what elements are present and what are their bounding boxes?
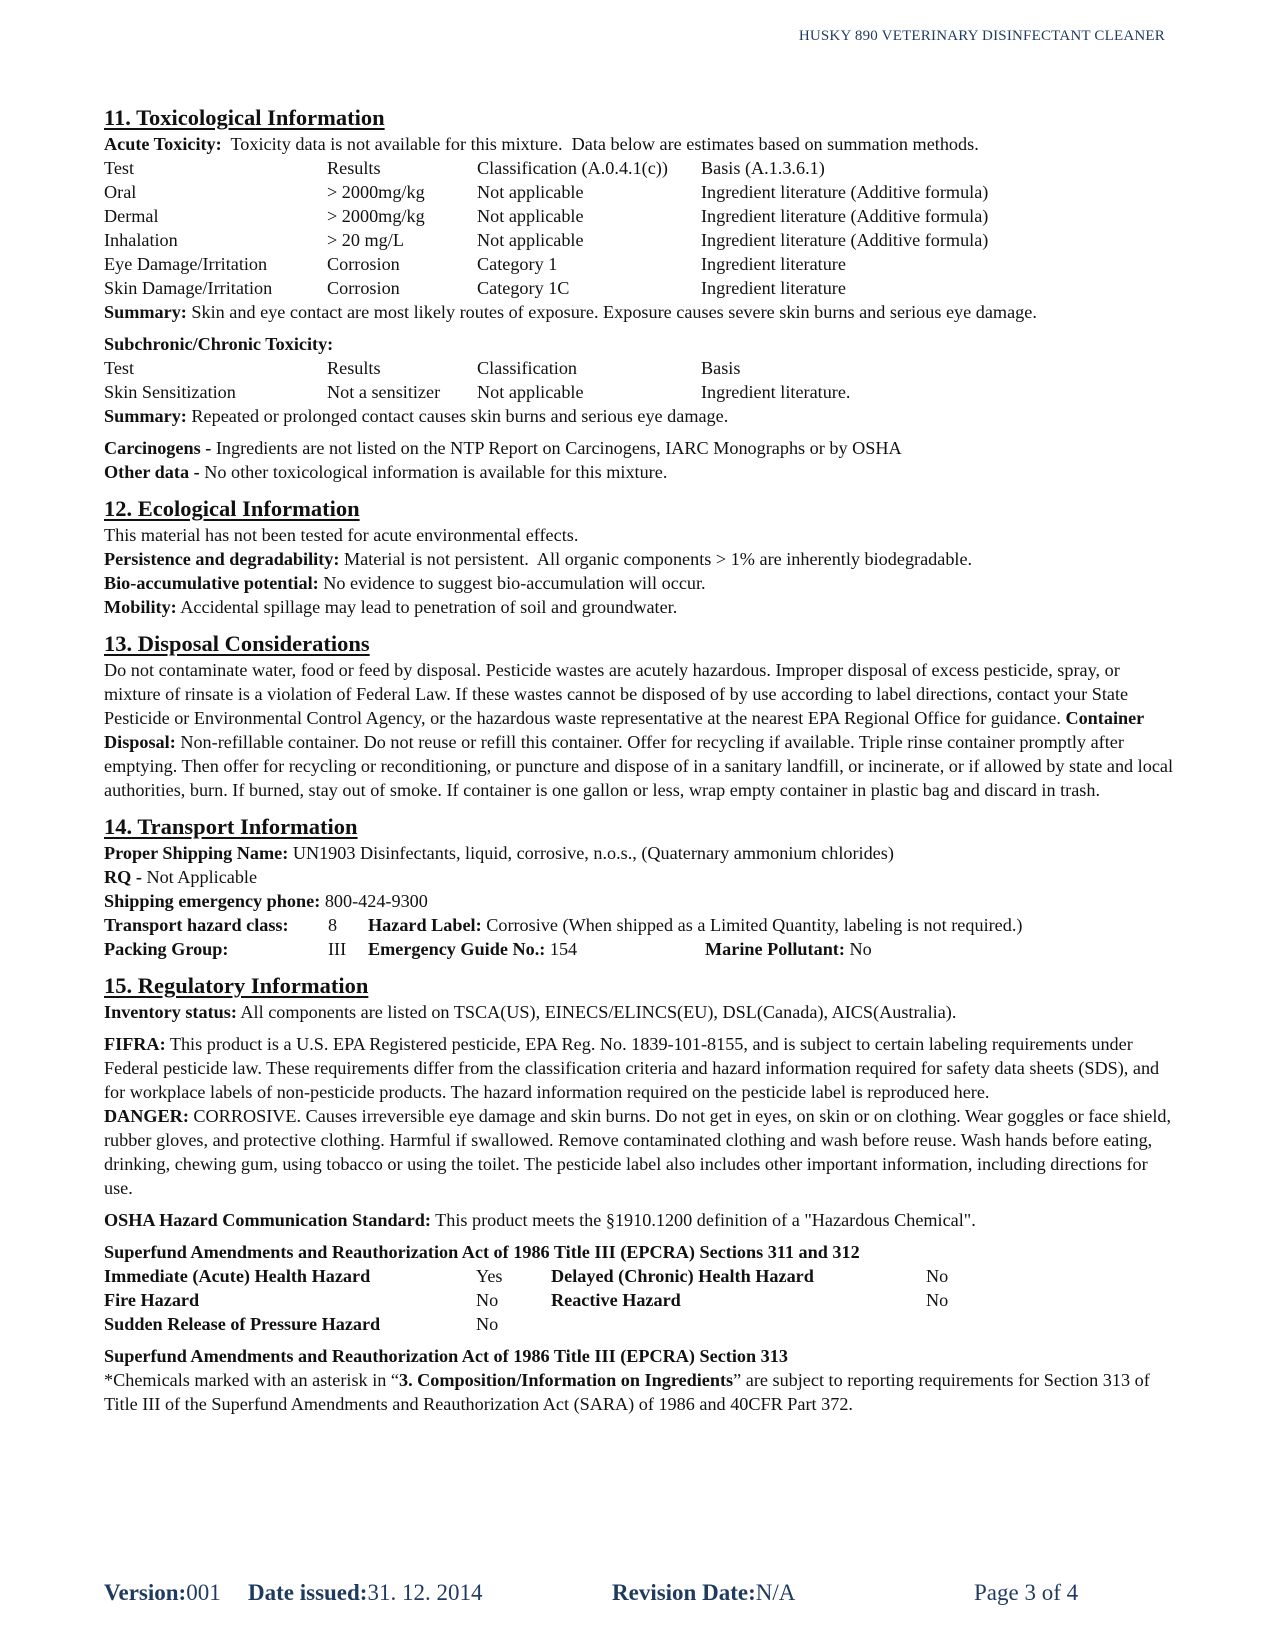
text: *Chemicals marked with an asterisk in “ <box>104 1370 399 1390</box>
section-toxicological-information <box>104 104 1179 484</box>
cell: Not applicable <box>477 230 584 250</box>
spacer <box>104 802 1179 813</box>
osha-standard <box>104 1208 1179 1232</box>
cell: Reactive Hazard <box>551 1290 681 1310</box>
header-cell: Basis (A.1.3.6.1) <box>701 158 825 178</box>
table-header <box>104 156 1179 180</box>
ecological-intro: This material has not been tested for acute environmental effects. <box>104 525 579 545</box>
text: Ingredients are not listed on the NTP Report on Carcinogens, IARC Monographs or by OSHA <box>211 438 902 458</box>
text: This product is a U.S. EPA Registered pesticide, EPA Reg. No. 1839-101-8155, and is subject to certain labeling requirements under Federal pesticide law. These requirements differ from the classification criteria and hazard information required for safety data sheets (SDS), and for workplace labels of non-pesticide products. The hazard information required on the pesticide label is reproduced here. <box>104 1034 1160 1102</box>
section-title: 14. Transport Information <box>104 814 358 839</box>
text: CORROSIVE. Causes irreversible eye damage and skin burns. Do not get in eyes, on skin or on clothing. Wear goggles or face shield, rubber gloves, and protective clothing. Harmful if swallowed. Remove contaminated clothing and wash before reuse. Wash hands before eating, drinking, chewing gum, using tobacco or using the toilet. The pesticide label also includes other important information, including directions for use. <box>104 1106 1172 1198</box>
document-body <box>104 104 1179 1416</box>
section-disposal-considerations <box>104 630 1179 802</box>
cell: Immediate (Acute) Health Hazard <box>104 1266 371 1286</box>
emergency-guide <box>368 937 705 961</box>
label: Subchronic/Chronic Toxicity: <box>104 334 334 354</box>
header-cell: Basis <box>701 358 741 378</box>
cell: Delayed (Chronic) Health Hazard <box>551 1266 814 1286</box>
label: Packing Group: <box>104 939 229 959</box>
section-regulatory-information <box>104 972 1179 1416</box>
fifra <box>104 1032 1179 1104</box>
text: Accidental spillage may lead to penetration of soil and groundwater. <box>176 597 678 617</box>
label: Emergency Guide No.: <box>368 939 546 959</box>
cell: Not applicable <box>477 206 584 226</box>
label: OSHA Hazard Communication Standard: <box>104 1210 431 1230</box>
text: Repeated or prolonged contact causes skin burns and serious eye damage. <box>186 406 729 426</box>
header-cell: Results <box>327 358 381 378</box>
date-issued <box>248 1580 483 1606</box>
acute-summary <box>104 300 1179 324</box>
chronic-summary <box>104 404 1179 428</box>
label: Superfund Amendments and Reauthorization Act of 1986 Title III (EPCRA) Sections 311 and 312 <box>104 1242 860 1262</box>
transport-hazard-row <box>104 913 1179 937</box>
value: No <box>844 939 872 959</box>
cell: Skin Sensitization <box>104 382 236 402</box>
cell: Inhalation <box>104 230 178 250</box>
label: RQ - <box>104 867 142 887</box>
sara-311-312-title <box>104 1240 1179 1264</box>
cell: No <box>926 1266 949 1286</box>
cell: Category 1 <box>477 254 558 274</box>
cell: > 2000mg/kg <box>327 206 425 226</box>
label: Bio-accumulative potential: <box>104 573 319 593</box>
table-row <box>104 252 1179 276</box>
cell: Eye Damage/Irritation <box>104 254 268 274</box>
section-title: 13. Disposal Considerations <box>104 631 370 656</box>
label: Carcinogens - <box>104 438 212 458</box>
label: Transport hazard class: <box>104 915 289 935</box>
cell: Ingredient literature (Additive formula) <box>701 206 989 226</box>
proper-shipping-name <box>104 841 1179 865</box>
header-cell: Results <box>327 158 381 178</box>
label: Version: <box>104 1580 187 1605</box>
value: 31. 12. 2014 <box>367 1580 483 1605</box>
persistence <box>104 547 1179 571</box>
cell: Ingredient literature <box>701 254 846 274</box>
packing-group-row <box>104 937 1179 961</box>
disposal-text <box>104 658 1179 802</box>
table-row <box>104 204 1179 228</box>
cell: Ingredient literature. <box>701 382 851 402</box>
label: Mobility: <box>104 597 177 617</box>
table-row <box>104 380 1179 404</box>
spacer <box>104 428 1179 436</box>
label: Inventory status: <box>104 1002 237 1022</box>
spacer <box>104 1232 1179 1240</box>
header-cell: Classification <box>477 358 578 378</box>
label: Container Disposal: <box>104 708 1144 752</box>
cell: Oral <box>104 182 137 202</box>
value: 001 <box>186 1580 221 1605</box>
label: Proper Shipping Name: <box>104 843 289 863</box>
acute-toxicity <box>104 132 1179 156</box>
other-data <box>104 460 1179 484</box>
page-number: Page 3 of 4 <box>974 1580 1079 1605</box>
cell: Yes <box>476 1266 503 1286</box>
header-cell: Test <box>104 158 135 178</box>
value: Corrosive (When shipped as a Limited Quantity, labeling is not required.) <box>481 915 1023 935</box>
table-header <box>104 356 1179 380</box>
spacer <box>104 324 1179 332</box>
sara-313-title <box>104 1344 1179 1368</box>
label: Shipping emergency phone: <box>104 891 321 911</box>
cell <box>551 1312 926 1336</box>
spacer <box>104 1336 1179 1344</box>
label: FIFRA: <box>104 1034 166 1054</box>
cell: Not a sensitizer <box>327 382 441 402</box>
section-title: 11. Toxicological Information <box>104 105 385 130</box>
cell: Sudden Release of Pressure Hazard <box>104 1314 381 1334</box>
cell: No <box>476 1290 499 1310</box>
text: This product meets the §1910.1200 definition of a "Hazardous Chemical". <box>430 1210 976 1230</box>
label: DANGER: <box>104 1106 189 1126</box>
label: Revision Date: <box>612 1580 756 1605</box>
spacer <box>104 1024 1179 1032</box>
rq <box>104 865 1179 889</box>
text: UN1903 Disinfectants, liquid, corrosive, n.o.s., (Quaternary ammonium chlorides) <box>288 843 894 863</box>
label: 3. Composition/Information on Ingredients <box>398 1370 734 1390</box>
cell: Corrosion <box>327 254 400 274</box>
value: 8 <box>328 915 338 935</box>
cell: Ingredient literature (Additive formula) <box>701 230 989 250</box>
section-title: 15. Regulatory Information <box>104 973 369 998</box>
chronic-toxicity-label <box>104 332 1179 356</box>
label: Marine Pollutant: <box>705 939 845 959</box>
marine-pollutant <box>705 937 1179 961</box>
cell: Fire Hazard <box>104 1290 200 1310</box>
danger <box>104 1104 1179 1200</box>
spacer <box>104 619 1179 630</box>
chronic-toxicity-table <box>104 356 1179 404</box>
cell: Ingredient literature <box>701 278 846 298</box>
section-ecological-information <box>104 495 1179 619</box>
mobility <box>104 595 1179 619</box>
section-transport-information <box>104 813 1179 961</box>
table-row <box>104 1288 1179 1312</box>
header-cell: Test <box>104 358 135 378</box>
text: Non-refillable container. Do not reuse or refill this container. Offer for recycling if available. Triple rinse container promptly after emptying. Then offer for recycling or reconditioning, or puncture and dispose of in a sanitary landfill, or incinerate, or if allowed by state and local authorities, burn. If burned, stay out of smoke. If container is one gallon or less, wrap empty container in plastic bag and discard in trash. <box>104 732 1174 800</box>
table-row <box>104 228 1179 252</box>
text: Toxicity data is not available for this mixture. Data below are estimates based on summation methods. <box>221 134 979 154</box>
cell: Skin Damage/Irritation <box>104 278 273 298</box>
cell: Not applicable <box>477 382 584 402</box>
label: Hazard Label: <box>368 915 482 935</box>
label: Summary: <box>104 406 187 426</box>
cell: > 20 mg/L <box>327 230 404 250</box>
table-row <box>104 1312 1179 1336</box>
section-title: 12. Ecological Information <box>104 496 360 521</box>
value: 154 <box>545 939 578 959</box>
hazard-label <box>368 913 1179 937</box>
text: 800-424-9300 <box>320 891 428 911</box>
cell: Not applicable <box>477 182 584 202</box>
spacer <box>104 961 1179 972</box>
label: Acute Toxicity: <box>104 134 222 154</box>
table-row <box>104 1264 1179 1288</box>
value: III <box>328 939 347 959</box>
header-cell: Classification (A.0.4.1(c)) <box>477 158 668 178</box>
shipping-emergency-phone <box>104 889 1179 913</box>
text: ” are subject to reporting requirements for Section 313 of Title III of the Superfund Amendments and Reauthorization Act (SARA) of 1986 and 40CFR Part 372. <box>104 1370 1150 1414</box>
value: N/A <box>755 1580 796 1605</box>
cell: Dermal <box>104 206 159 226</box>
cell: Corrosion <box>327 278 400 298</box>
spacer <box>104 484 1179 495</box>
text: Not Applicable <box>141 867 258 887</box>
sara-313-text <box>104 1368 1179 1416</box>
text: No evidence to suggest bio-accumulation will occur. <box>318 573 706 593</box>
text: Skin and eye contact are most likely routes of exposure. Exposure causes severe skin burns and serious eye damage. <box>186 302 1037 322</box>
table-row <box>104 180 1179 204</box>
cell: > 2000mg/kg <box>327 182 425 202</box>
spacer <box>104 1200 1179 1208</box>
bio-accumulative <box>104 571 1179 595</box>
cell: No <box>926 1290 949 1310</box>
label: Other data - <box>104 462 200 482</box>
sara-311-312-table <box>104 1264 1179 1336</box>
label: Superfund Amendments and Reauthorization Act of 1986 Title III (EPCRA) Section 313 <box>104 1346 788 1366</box>
carcinogens <box>104 436 1179 460</box>
text: All components are listed on TSCA(US), EINECS/ELINCS(EU), DSL(Canada), AICS(Australia). <box>236 1002 957 1022</box>
table-row <box>104 276 1179 300</box>
revision-date <box>612 1580 796 1606</box>
cell: No <box>476 1314 499 1334</box>
acute-toxicity-table <box>104 156 1179 300</box>
cell: Ingredient literature (Additive formula) <box>701 182 989 202</box>
text: Do not contaminate water, food or feed by disposal. Pesticide wastes are acutely hazardous. Improper disposal of excess pesticide, spray, or mixture of rinsate is a violation of Federal Law. If these wastes cannot be disposed of by use according to label directions, contact your State Pesticide or Environmental Control Agency, or the hazardous waste representative at the nearest EPA Regional Office for guidance. <box>104 660 1129 728</box>
label: Date issued: <box>248 1580 368 1605</box>
text: No other toxicological information is available for this mixture. <box>199 462 668 482</box>
document-header-product-name: HUSKY 890 VETERINARY DISINFECTANT CLEANER <box>798 28 1165 44</box>
text: Material is not persistent. All organic components > 1% are inherently biodegradable. <box>339 549 973 569</box>
inventory-status <box>104 1000 1179 1024</box>
version <box>104 1580 221 1606</box>
cell: Category 1C <box>477 278 570 298</box>
label: Persistence and degradability: <box>104 549 340 569</box>
label: Summary: <box>104 302 187 322</box>
